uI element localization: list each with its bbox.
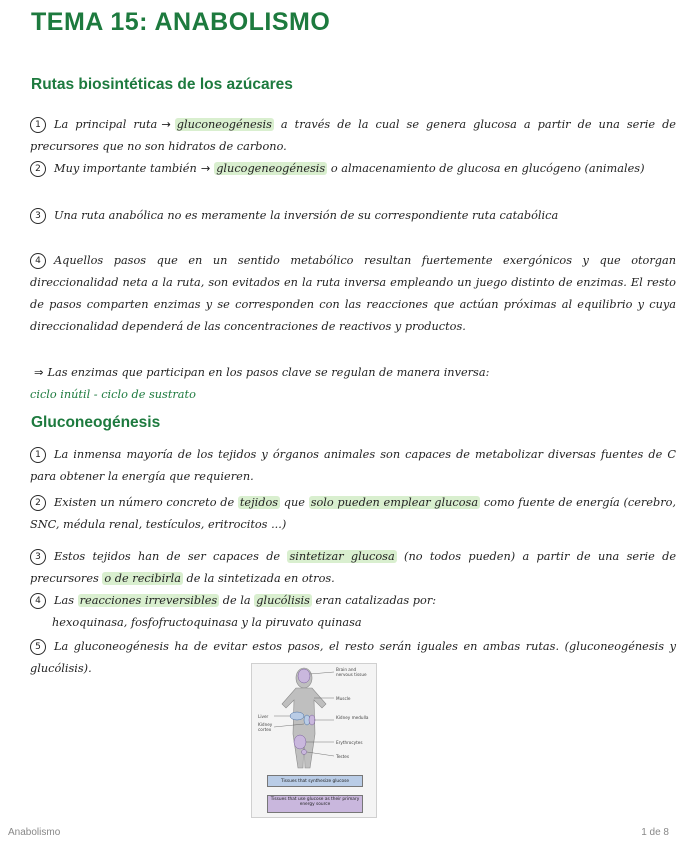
item-number: 1 [30,117,46,133]
note-item: 2 Muy importante también → glucogeneogénesis o almacenamiento de glucosa en glucógeno (animales) [30,158,676,180]
note-item: 4 Aquellos pasos que en un sentido metabólico resultan fuertemente exergónicos y que otorgan direccionalidad neta a la ruta, son evitados en la ruta inversa empleando un juego distinto de enzimas. El resto de pasos comparten enzimas y se corresponden con las reacciones que actúan próximas al equilibrio y cuya direccionalidad dependerá de las concentraciones de reactivos y productos. [30,254,676,333]
item-number: 3 [30,549,46,565]
highlight: glucólisis [256,594,310,607]
item-number: 4 [30,253,46,269]
section-heading-gluconeogenesis: Gluconeogénesis [31,414,161,431]
note-item: 3 Una ruta anabólica no es meramente la inversión de su correspondiente ruta catabólica [30,205,676,227]
note-item: 4 Las reacciones irreversibles de la glucólisis eran catalizadas por: hexoquinasa, fosfofructoquinasa y la piruvato quinasa [30,590,676,634]
label-brain: Brain and nervous tissue [336,667,367,677]
label-liver: Liver [258,714,269,719]
highlight: o de recibirla [104,572,181,585]
highlight: gluconeogénesis [176,118,272,131]
legend-use-glucose: Tissues that use glucose as their primary energy source [267,795,363,813]
note-item: 1 La inmensa mayoría de los tejidos y órganos animales son capaces de metabolizar diversas fuentes de C para obtener la energía que requieren. [30,448,676,483]
note-implication: ⇒ Las enzimas que participan en los pasos clave se regulan de manera inversa: ciclo inútil - ciclo de sustrato [30,366,490,401]
page-title: TEMA 15: ANABOLISMO [31,8,331,36]
highlight: solo pueden emplear glucosa [310,496,479,509]
erythrocytes-icon [294,735,306,749]
implies-arrow-icon: ⇒ [34,366,44,379]
arrow-icon: → [200,162,211,175]
page-number: 1 de 8 [641,827,669,838]
note-item: 5 La gluconeogénesis ha de evitar estos pasos, el resto serán iguales en ambas rutas. (gluconeogénesis y glucólisis). [30,640,676,675]
testes-icon [302,750,307,755]
note-item: 1 La principal ruta → gluconeogénesis a través de la cual se genera glucosa a partir de una serie de precursores que no son hidratos de carbono. [30,118,676,153]
label-kidney-medulla: Kidney medulla [336,715,369,720]
highlight: glucogeneogénesis [216,162,326,175]
label-erythrocytes: Erythrocytes [336,740,363,745]
item-number: 1 [30,447,46,463]
legend-synthesize: Tissues that synthesize glucose [267,775,363,787]
item-number: 5 [30,639,46,655]
item-number: 4 [30,593,46,609]
label-kidney-cortex: Kidney cortex [258,722,273,732]
liver-icon [290,712,304,720]
label-testes: Testes [336,754,350,759]
arrow-icon: → [161,118,171,131]
highlight: reacciones irreversibles [79,594,218,607]
section-heading-rutas: Rutas biosintéticas de los azúcares [31,76,293,93]
green-annotation: ciclo inútil - ciclo de sustrato [30,388,196,401]
item-number: 2 [30,161,46,177]
highlight: tejidos [239,496,279,509]
note-item: 3 Estos tejidos han de ser capaces de sintetizar glucosa (no todos pueden) a partir de una serie de precursores o de recibirla de la sintetizada en otros. [30,550,677,585]
item-number: 2 [30,495,46,511]
item-number: 3 [30,208,46,224]
label-muscle: Muscle [336,696,351,701]
tissue-figure [251,663,377,818]
note-item: 2 Existen un número concreto de tejidos que solo pueden emplear glucosa como fuente de energía (cerebro, SNC, médula renal, testículos, eritrocitos ...) [30,496,677,531]
highlight: sintetizar glucosa [289,550,395,563]
footer-title: Anabolismo [8,827,61,838]
brain-icon [298,669,310,683]
